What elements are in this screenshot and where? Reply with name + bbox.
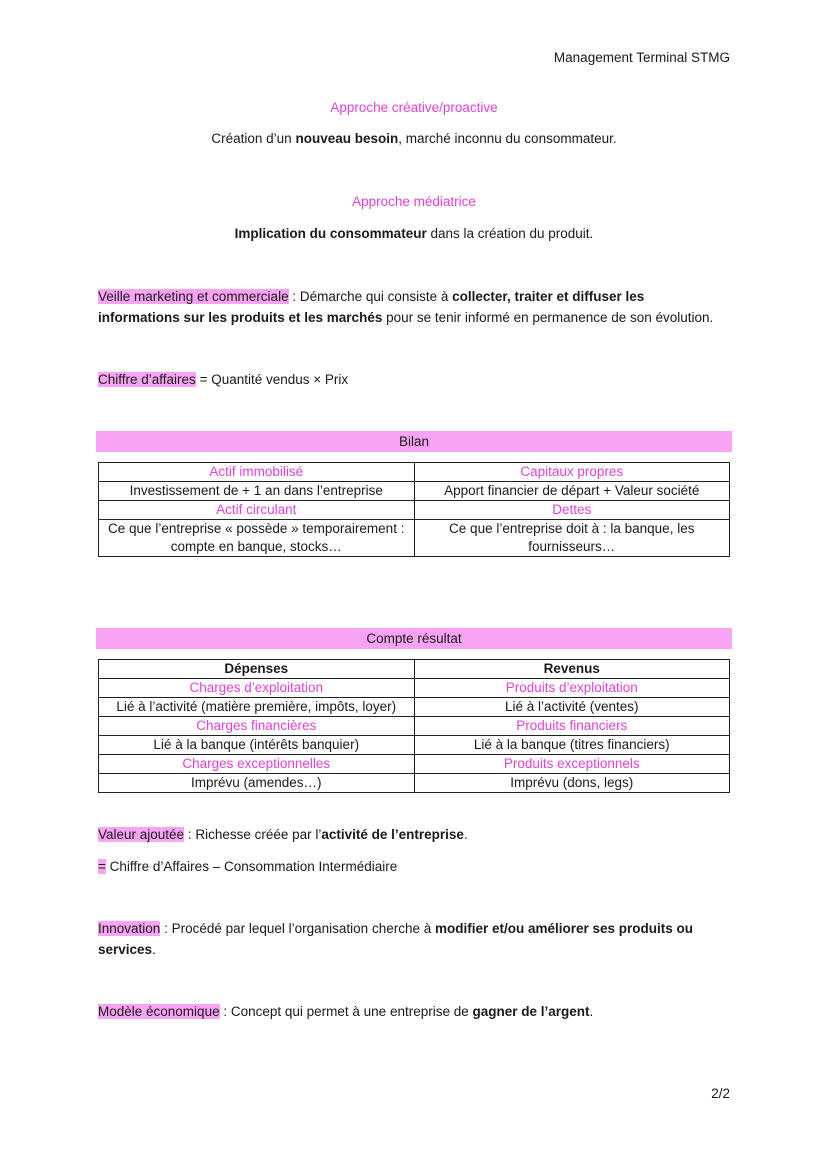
table-heading-cell: Charges d’exploitation (99, 679, 415, 698)
innovation-definition (98, 918, 738, 960)
table-row (99, 774, 730, 793)
text-segment: Création d’un (211, 131, 296, 146)
veille-definition (98, 286, 738, 328)
table-heading-cell: Produits exceptionnels (414, 755, 730, 774)
table-row (99, 755, 730, 774)
bold-segment: collecter, traiter et diffuser les (452, 289, 645, 304)
bold-segment: activité de l’entreprise (321, 827, 464, 842)
table-heading-cell: Actif immobilisé (99, 463, 415, 482)
bilan-title-band: Bilan (96, 431, 732, 452)
valeur-ajoutee-definition (98, 824, 738, 845)
header-depenses: Dépenses (99, 660, 415, 679)
table-row (99, 501, 730, 520)
approche-creative-text (98, 131, 730, 146)
approche-creative-title: Approche créative/proactive (330, 100, 498, 115)
page-number: 2/2 (711, 1086, 730, 1101)
highlighted-term: Veille marketing et commerciale (98, 289, 289, 304)
table-heading-cell: Produits financiers (414, 717, 730, 736)
bold-segment: modifier et/ou améliorer ses produits ou (434, 921, 694, 936)
text-segment: : Richesse créée par l’ (184, 827, 322, 842)
document-header: Management Terminal STMG (553, 50, 730, 65)
table-heading-cell: Actif circulant (99, 501, 415, 520)
table-heading-cell: Dettes (414, 501, 730, 520)
bold-segment: informations sur les produits et les marchés (98, 310, 383, 325)
bilan-table (98, 462, 730, 557)
table-cell: Apport financier de départ + Valeur société (414, 482, 730, 501)
text-segment: : Concept qui permet à une entreprise de (219, 1004, 473, 1019)
bold-segment: nouveau besoin (295, 131, 399, 146)
highlighted-term: Valeur ajoutée (98, 827, 185, 842)
table-heading-cell: Capitaux propres (414, 463, 730, 482)
valeur-ajoutee-formula (98, 856, 738, 877)
table-heading-cell: Produits d’exploitation (414, 679, 730, 698)
table-cell: Imprévu (amendes…) (99, 774, 415, 793)
text-segment: pour se tenir informé en permanence de son évolution. (382, 310, 714, 325)
text-segment: . (589, 1004, 594, 1019)
highlighted-term: Modèle économique (98, 1004, 220, 1019)
chiffre-affaires-definition (98, 369, 738, 390)
table-cell: Ce que l’entreprise « possède » temporairement : compte en banque, stocks… (99, 520, 415, 557)
table-cell: Ce que l’entreprise doit à : la banque, les fournisseurs… (414, 520, 730, 557)
table-cell: Investissement de + 1 an dans l’entreprise (99, 482, 415, 501)
compte-resultat-title-band: Compte résultat (96, 628, 732, 649)
approche-mediatrice-title: Approche médiatrice (352, 194, 476, 209)
compte-resultat-table (98, 659, 730, 793)
highlighted-equal-sign: = (98, 859, 106, 874)
approche-mediatrice-text (98, 226, 730, 241)
table-row (99, 520, 730, 557)
bold-segment: Implication du consommateur (234, 226, 427, 241)
table-row (99, 679, 730, 698)
table-cell: Lié à la banque (titres financiers) (414, 736, 730, 755)
table-row (99, 736, 730, 755)
table-header-row (99, 660, 730, 679)
highlighted-term: Chiffre d’affaires (98, 372, 196, 387)
table-row (99, 698, 730, 717)
table-cell: Imprévu (dons, legs) (414, 774, 730, 793)
table-cell: Lié à l’activité (ventes) (414, 698, 730, 717)
table-row (99, 717, 730, 736)
table-heading-cell: Charges exceptionnelles (99, 755, 415, 774)
text-segment: . (463, 827, 468, 842)
text-segment: dans la création du produit. (426, 226, 594, 241)
bold-segment: services (98, 942, 153, 957)
table-cell: Lié à l’activité (matière première, impôts, loyer) (99, 698, 415, 717)
header-revenus: Revenus (414, 660, 730, 679)
text-segment: Chiffre d’Affaires – Consommation Intermédiaire (105, 859, 398, 874)
text-segment: = Quantité vendus × Prix (195, 372, 349, 387)
table-row (99, 482, 730, 501)
highlighted-term: Innovation (98, 921, 161, 936)
text-segment: : Démarche qui consiste à (288, 289, 453, 304)
table-cell: Lié à la banque (intérêts banquier) (99, 736, 415, 755)
text-segment: , marché inconnu du consommateur. (398, 131, 617, 146)
modele-economique-definition (98, 1001, 738, 1022)
bold-segment: gagner de l’argent (472, 1004, 590, 1019)
table-row (99, 463, 730, 482)
text-segment: : Procédé par lequel l’organisation cherche à (160, 921, 435, 936)
table-heading-cell: Charges financières (99, 717, 415, 736)
text-segment: . (152, 942, 156, 957)
